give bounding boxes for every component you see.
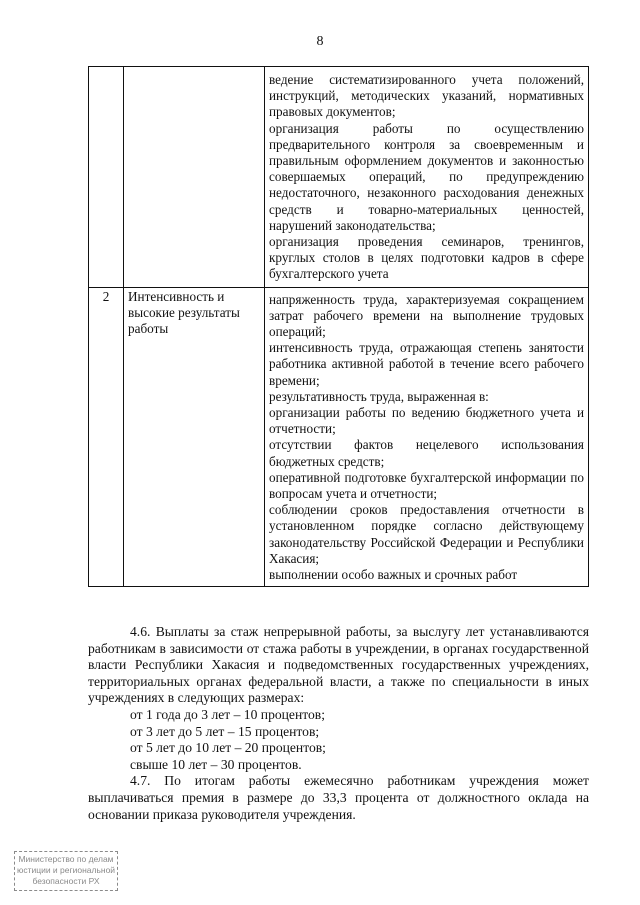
page-number: 8 xyxy=(316,34,324,49)
list-item: от 1 года до 3 лет – 10 процентов; xyxy=(130,706,325,722)
stamp-line: Министерство по делам xyxy=(18,854,114,864)
description-item: напряженность труда, характеризуемая сокращением затрат рабочего времени на выполнение трудовых операций; xyxy=(269,291,584,340)
row-number: 2 xyxy=(89,287,124,587)
row-criterion: Интенсивность и высокие результаты работы xyxy=(124,287,265,587)
description-item: оперативной подготовке бухгалтерской информации по вопросам учета и отчетности; xyxy=(269,469,584,502)
description-item: организация работы по осуществлению предварительного контроля за своевременным и правильным оформлением документов и законностью совершаемых операций, по предупреждению недостаточного, незаконного расходования денежных средств и товарно-материальных ценностей, нарушений законодательства; xyxy=(269,120,584,233)
paragraph-4-6: 4.6. Выплаты за стаж непрерывной работы, за выслугу лет устанавливаются работникам в зависимости от стажа работы в учреждении, в органах государственной власти Республики Хакасия и подведомственных государственных учреждениях, территориальных органах федеральной власти, а также по специальности в иных учреждениях в следующих размерах: xyxy=(88,624,589,706)
criteria-table xyxy=(88,66,589,587)
list-item: от 3 лет до 5 лет – 15 процентов; xyxy=(130,723,320,739)
row-number xyxy=(89,67,124,288)
list-item: свыше 10 лет – 30 процентов. xyxy=(130,756,302,772)
stamp-line: юстиции и региональной xyxy=(16,865,116,875)
row-description xyxy=(265,287,589,587)
description-item: отсутствии фактов нецелевого использования бюджетных средств; xyxy=(269,437,584,469)
body-text xyxy=(88,624,589,823)
description-item: организация проведения семинаров, тренингов, круглых столов в целях подготовки кадров в сфере бухгалтерского учета xyxy=(269,234,584,282)
description-item: соблюдении сроков предоставления отчетности в установленном порядке согласно действующему законодательству Российской Федерации и Республики Хакасия; xyxy=(269,502,584,566)
description-item: интенсивность труда, отражающая степень занятости работника активной работой в течение всего рабочего времени; xyxy=(269,340,584,388)
registration-stamp xyxy=(14,851,118,891)
row-criterion xyxy=(124,67,265,288)
table-row xyxy=(89,287,589,587)
stamp-line: безопасности РХ xyxy=(32,876,100,886)
paragraph-4-7: 4.7. По итогам работы ежемесячно работникам учреждения может выплачиваться премия в размере до 33,3 процента от должностного оклада на основании приказа руководителя учреждения. xyxy=(88,773,589,822)
table-row xyxy=(89,67,589,288)
list-item: от 5 лет до 10 лет – 20 процентов; xyxy=(130,740,326,756)
description-item: результативность труда, выраженная в: xyxy=(269,388,489,404)
description-item: ведение систематизированного учета положений, инструкций, методических указаний, нормативных правовых документов; xyxy=(269,72,584,120)
description-item: организации работы по ведению бюджетного учета и отчетности; xyxy=(269,405,584,437)
row-description xyxy=(265,67,589,288)
seniority-rates-list xyxy=(88,707,589,773)
description-item: выполнении особо важных и срочных работ xyxy=(269,567,518,583)
